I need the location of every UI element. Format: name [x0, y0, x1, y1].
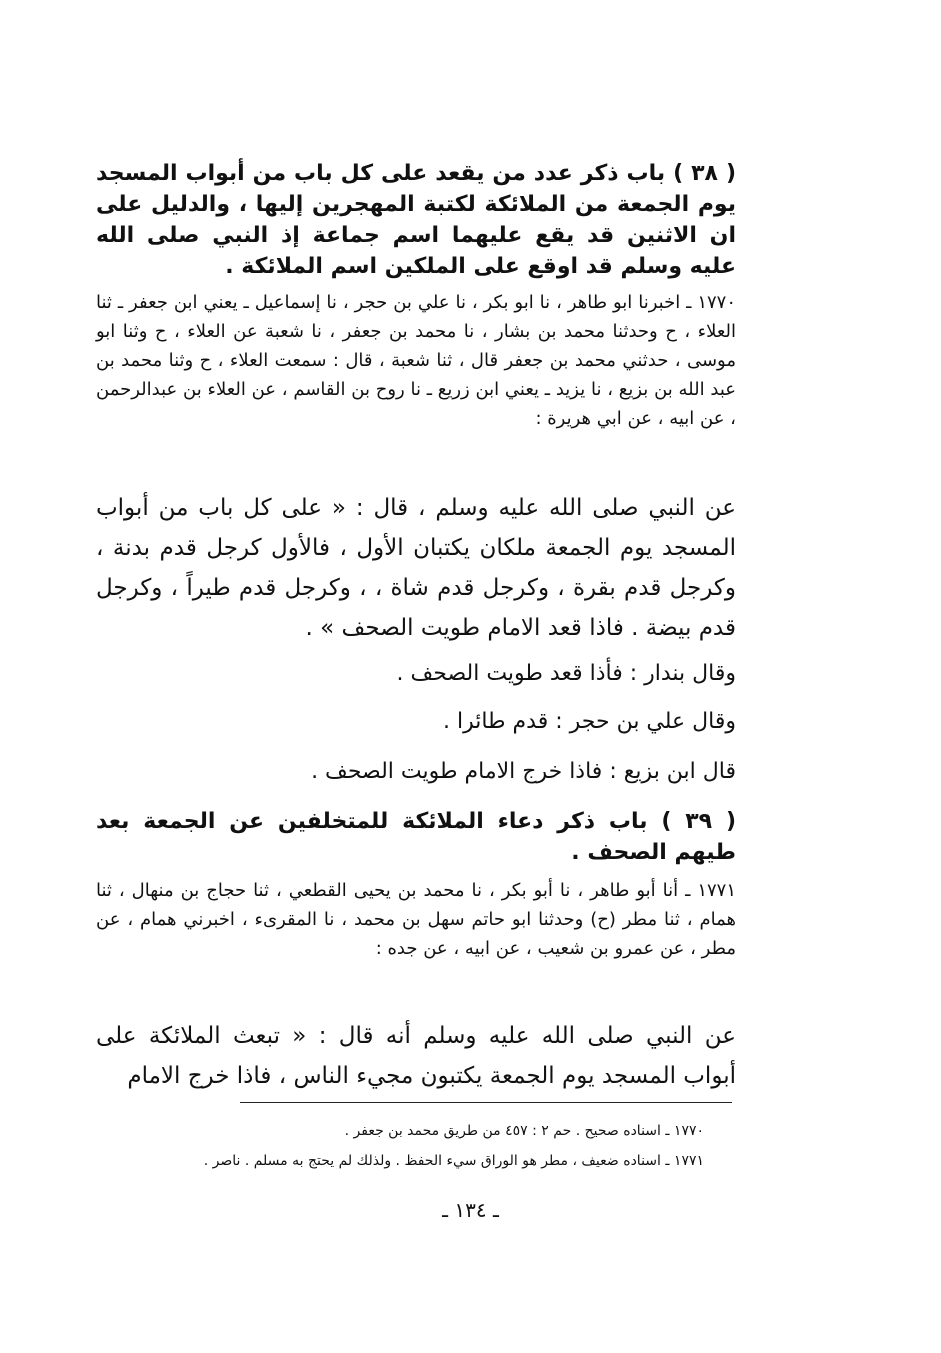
hadith-1770-isnad: ١٧٧٠ ـ اخبرنا ابو طاهر ، نا ابو بكر ، نا علي بن حجر ، نا إسماعيل ـ يعني ابن جعفر ـ ثنا العلاء ، ح وحدثنا محمد بن بشار ، نا محمد بن جعفر ، نا شعبة عن العلاء ، ح وثنا ابو موسى ، حدثني محمد بن جعفر قال ، ثنا شعبة ، قال : سمعت العلاء ، ح وثنا محمد بن عبد الله بن بزيع ، نا يزيد ـ يعني ابن زريع ـ نا روح بن القاسم ، عن العلاء بن عبدالرحمن ، عن ابيه ، عن ابي هريرة : — [96, 292, 736, 429]
hadith-1771-isnad: ١٧٧١ ـ أنا أبو طاهر ، نا أبو بكر ، نا محمد بن يحيى القطعي ، ثنا حجاج بن منهال ، ثنا همام ، ثنا مطر (ح) وحدثنا ابو حاتم سهل بن محمد ، نا المقرىء ، اخبرني همام ، عن مطر ، عن عمرو بن شعيب ، عن ابيه ، عن جده : — [96, 880, 736, 959]
variant-ali-bin-hujr: وقال علي بن حجر : قدم طائرا . — [442, 709, 736, 734]
variant-ibn-bazi: قال ابن بزيع : فاذا خرج الامام طويت الصحف . — [311, 759, 736, 784]
section-39-heading: ( ٣٩ ) باب ذكر دعاء الملائكة للمتخلفين عن الجمعة بعد طيهم الصحف . — [96, 809, 736, 865]
hadith-1771-matn: عن النبي صلى الله عليه وسلم أنه قال : « تبعث الملائكة على أبواب المسجد يوم الجمعة يكتبون مجيء الناس ، فاذا خرج الامام — [96, 1023, 736, 1089]
footnote-1771: ١٧٧١ ـ اسناده ضعيف ، مطر هو الوراق سيء الحفظ . ولذلك لم يحتج به مسلم . ناصر . — [203, 1153, 704, 1169]
variant-bundar: وقال بندار : فأذا قعد طويت الصحف . — [396, 661, 736, 686]
page-number: ـ ١٣٤ ـ — [442, 1198, 499, 1222]
hadith-1770-matn: عن النبي صلى الله عليه وسلم ، قال : « على كل باب من أبواب المسجد يوم الجمعة ملكان يكتبان الأول ، فالأول كرجل قدم بدنة ، وكرجل قدم بقرة ، وكرجل قدم شاة ، ، وكرجل قدم طيراً ، وكرجل قدم بيضة . فاذا قعد الامام طويت الصحف » . — [96, 495, 736, 641]
footnote-1770: ١٧٧٠ ـ اسناده صحيح . حم ٢ : ٤٥٧ من طريق محمد بن جعفر . — [344, 1123, 704, 1139]
section-38-heading: ( ٣٨ ) باب ذكر عدد من يقعد على كل باب من أبواب المسجد يوم الجمعة من الملائكة لكتبة المهجرين إليها ، والدليل على ان الاثنين قد يقع عليهما اسم جماعة إذ النبي صلى الله عليه وسلم قد اوقع على الملكين اسم الملائكة . — [96, 161, 736, 279]
footnote-divider — [240, 1102, 732, 1103]
